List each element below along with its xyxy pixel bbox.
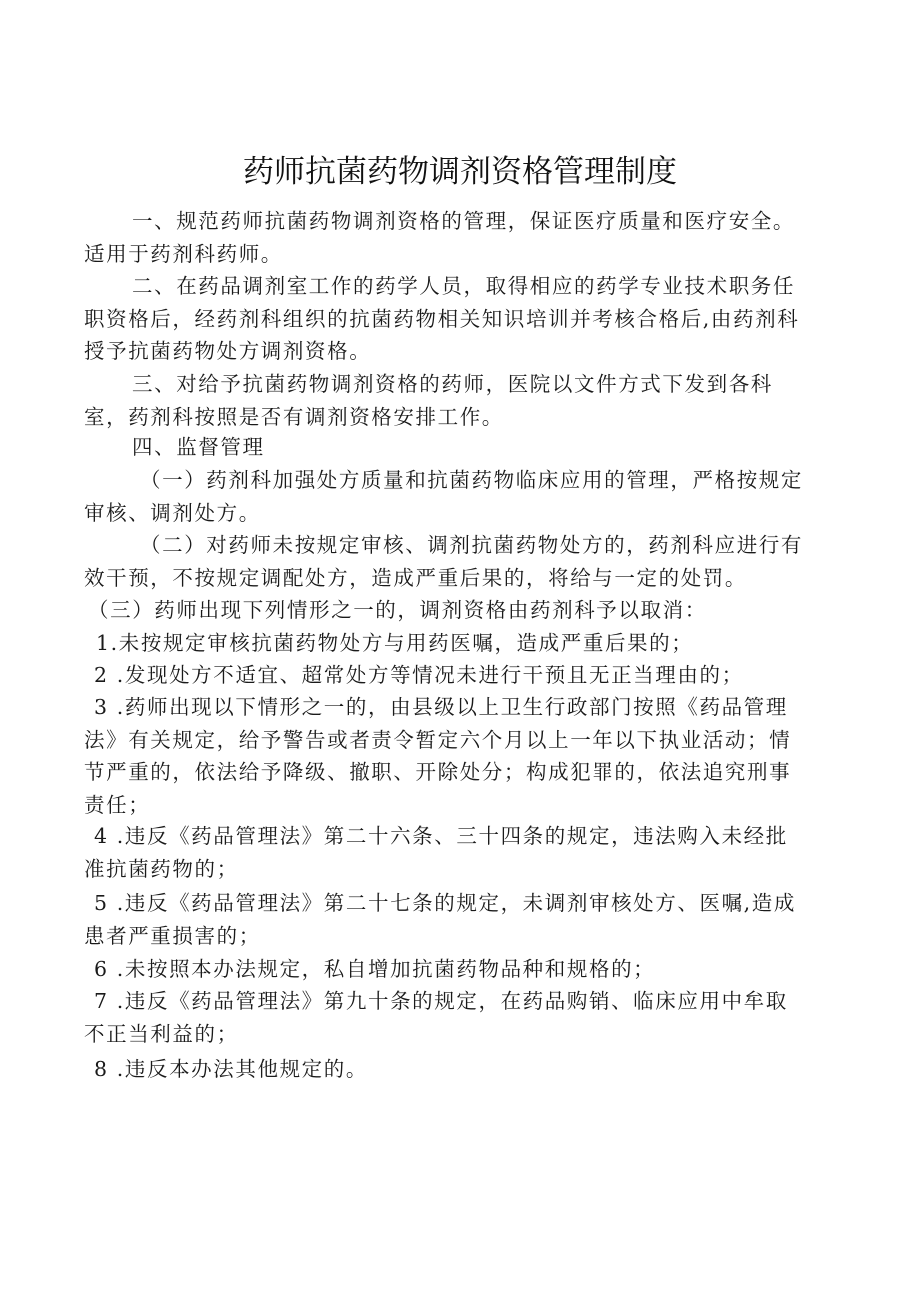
text-line: （三）药师出现下列情形之一的，调剂资格由药剂科予以取消：	[88, 598, 707, 622]
list-item	[84, 887, 854, 952]
list-item	[84, 1053, 854, 1086]
text-line: 节严重的，依法给予降级、撤职、开除处分；构成犯罪的，依法追究刑事	[84, 760, 792, 784]
text-line: 室，药剂科按照是否有调剂资格安排工作。	[84, 404, 504, 429]
text-line: 适用于药剂科药师。	[84, 241, 283, 266]
text-line: 审核、调剂处方。	[84, 500, 261, 525]
text-line: 法》有关规定，给予警告或者责令暂定六个月以上一年以下执业活动；情	[84, 727, 792, 752]
document-title: 药师抗菌药物调剂资格管理制度	[243, 154, 677, 190]
text-line: 1.未按规定审核抗菌药物处方与用药医嘱，造成严重后果的；	[96, 631, 694, 655]
text-line: （二）对药师未按规定审核、调剂抗菌药物处方的，药剂科应进行有	[140, 533, 803, 557]
text-line: 6 .未按照本办法规定，私自增加抗菌药物品种和规格的；	[94, 957, 656, 981]
paragraph	[84, 529, 854, 594]
text-line: 责任；	[84, 792, 151, 817]
text-line: 2 .发现处方不适宜、超常处方等情况未进行干预且无正当理由的；	[94, 663, 744, 687]
text-line: 5 .违反《药品管理法》第二十七条的规定，未调剂审核处方、医嘱,造成	[94, 891, 796, 915]
text-line: 8 .违反本办法其他规定的。	[94, 1057, 368, 1081]
text-line: 授予抗菌药物处方调剂资格。	[84, 339, 372, 363]
list-item	[84, 659, 854, 692]
text-line: 3 .药师出现以下情形之一的，由县级以上卫生行政部门按照《药品管理	[94, 695, 788, 719]
paragraph	[84, 431, 854, 464]
text-line: 四、监督管理	[132, 435, 265, 459]
text-line: 二、在药品调剂室工作的药学人员，取得相应的药学专业技术职务任	[132, 274, 795, 298]
list-item	[84, 820, 854, 885]
list-item	[84, 691, 854, 821]
text-line: 三、对给予抗菌药物调剂资格的药师，医院以文件方式下发到各科	[132, 372, 773, 396]
text-line: 效干预，不按规定调配处方，造成严重后果的，将给与一定的处罚。	[84, 565, 747, 590]
text-line: 一、规范药师抗菌药物调剂资格的管理，保证医疗质量和医疗安全。	[132, 209, 795, 233]
paragraph	[84, 368, 854, 433]
text-line: 职资格后，经药剂科组织的抗菌药物相关知识培训并考核合格后,由药剂科	[84, 306, 800, 331]
text-line: 患者严重损害的；	[84, 923, 261, 948]
paragraph	[84, 594, 854, 627]
list-item	[84, 985, 854, 1050]
paragraph	[84, 464, 854, 529]
text-line: 准抗菌药物的；	[84, 856, 239, 881]
text-line: （一）药剂科加强处方质量和抗菌药物临床应用的管理，严格按规定	[140, 468, 803, 492]
paragraph	[84, 205, 854, 270]
list-item	[84, 953, 854, 986]
text-line: 4 .违反《药品管理法》第二十六条、三十四条的规定，违法购入未经批	[94, 824, 788, 848]
text-line: 不正当利益的；	[84, 1021, 239, 1046]
list-item	[84, 627, 854, 660]
text-line: 7 .违反《药品管理法》第九十条的规定，在药品购销、临床应用中牟取	[94, 989, 788, 1013]
paragraph	[84, 270, 854, 368]
